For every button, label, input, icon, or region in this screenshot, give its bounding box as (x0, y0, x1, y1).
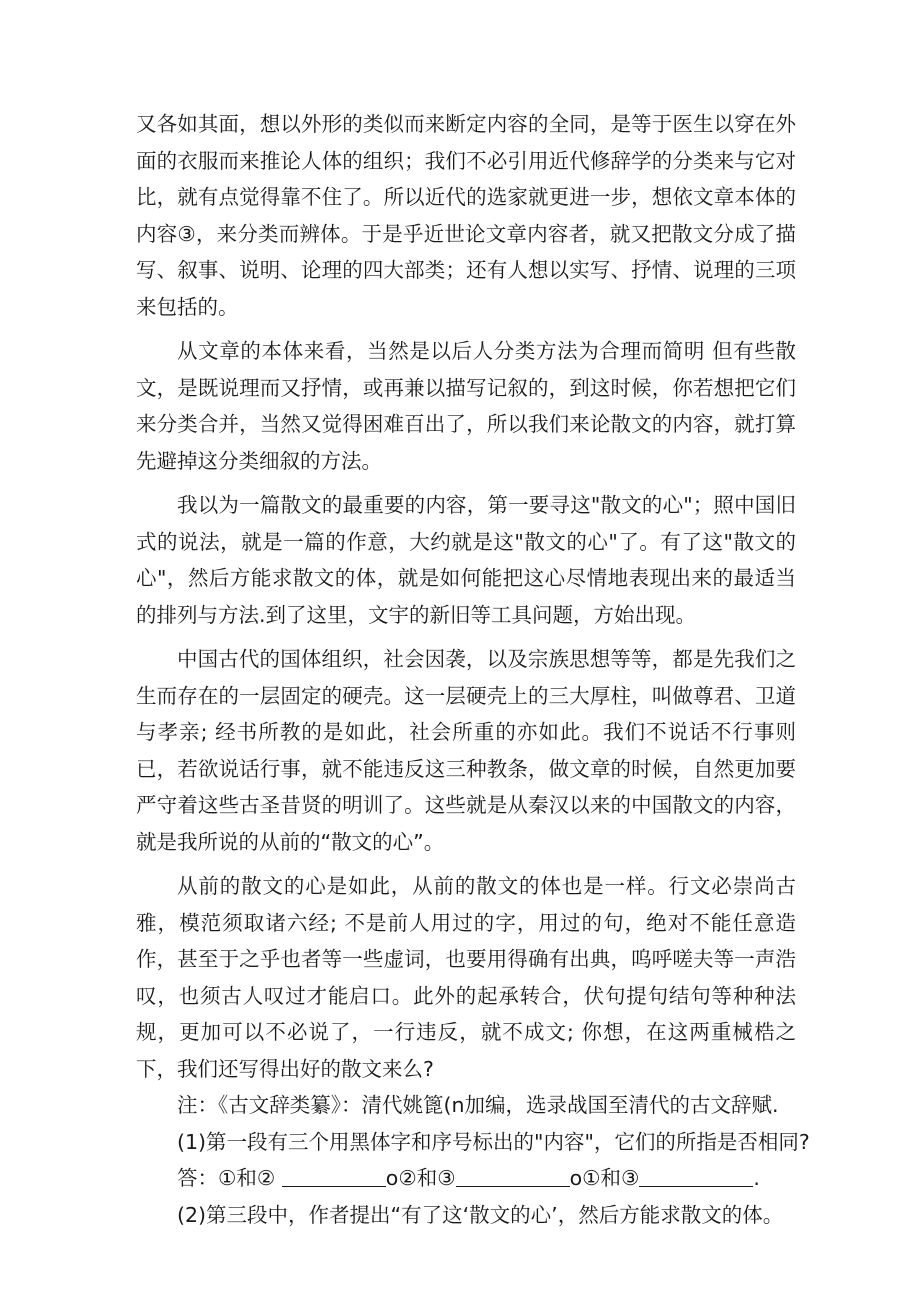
answer-line (136, 1160, 796, 1197)
paragraph-1: 又各如其面，想以外形的类似而来断定内容的全同，是等于医生以穿在外面的衣服而来推论人体的组织；我们不必引用近代修辞学的分类来与它对比，就有点觉得靠不住了。所以近代的选家就更进一步，想依文章本体的内容③，来分类而辨体。于是乎近世论文章内容者，就又把散文分成了描写、叙事、说明、论理的四大部类；还有人想以实写、抒情、说理的三项来包括的。 (136, 112, 796, 319)
paragraph-5: 从前的散文的心是如此，从前的散文的体也是一样。行文必崇尚古雅，模范须取诸六经; 不是前人用过的字，用过的句，绝对不能任意造作，甚至于之乎也者等一些虚词，也要用得确有出典，呜呼嗟夫等一声浩叹，也须古人叹过才能启口。此外的起承转合，伏句提句结句等种种法规，更加可以不必说了，一行违反，就不成文; 你想，在这两重械梏之下，我们还写得出好的散文来么? (136, 874, 796, 1081)
answer-mid-1: o②和③ (385, 1166, 456, 1190)
question-1: (1)第一段有三个用黑体字和序号标出的"内容"，它们的所指是否相同? (177, 1129, 810, 1154)
answer-mid-2: o①和③ (569, 1166, 640, 1190)
paragraph-3: 我以为一篇散文的最重要的内容，第一要寻这"散文的心"；照中国旧式的说法，就是一篇的作意，大约就是这"散文的心"了。有了这"散文的心"，然后方能求散文的体，就是如何能把这心尽情地表现出来的最适当的排列与方法.到了这里，文宇的新旧等工具问题，方始出现。 (136, 493, 796, 627)
answer-blank-3[interactable] (639, 1164, 753, 1187)
answer-end: . (753, 1166, 760, 1190)
footnote: 注：《古文辞类纂》：清代姚篦(n加编，选录战国至清代的古文辞赋. (177, 1093, 779, 1117)
question-2: (2)第三段中，作者提出“有了这‘散文的心’，然后方能求散文的体。 (177, 1202, 784, 1227)
paragraph-2: 从文章的本体来看，当然是以后人分类方法为合理而简明 但有些散文，是既说理而又抒情，或再兼以描写记叙的，到这时候，你若想把它们来分类合并，当然又觉得困难百出了，所以我们来论散文的内容，就打算先避掉这分类细叙的方法。 (136, 339, 796, 473)
answer-blank-2[interactable] (456, 1164, 570, 1187)
answer-blank-1[interactable] (282, 1164, 386, 1187)
paragraph-4: 中国古代的国体组织，社会因袭，以及宗族思想等等，都是先我们之生而存在的一层固定的硬壳。这一层硬壳上的三大厚柱，叫做尊君、卫道与孝亲; 经书所教的是如此，社会所重的亦如此。我们不说话不行事则已，若欲说话行事，就不能违反这三种教条，做文章的时候，自然更加要严守着这些古圣昔贤的明训了。这些就是从秦汉以来的中国散文的内容，就是我所说的从前的“散文的心”。 (136, 647, 796, 854)
answer-prefix: 答：①和② (177, 1166, 276, 1190)
document-body (136, 106, 810, 1233)
